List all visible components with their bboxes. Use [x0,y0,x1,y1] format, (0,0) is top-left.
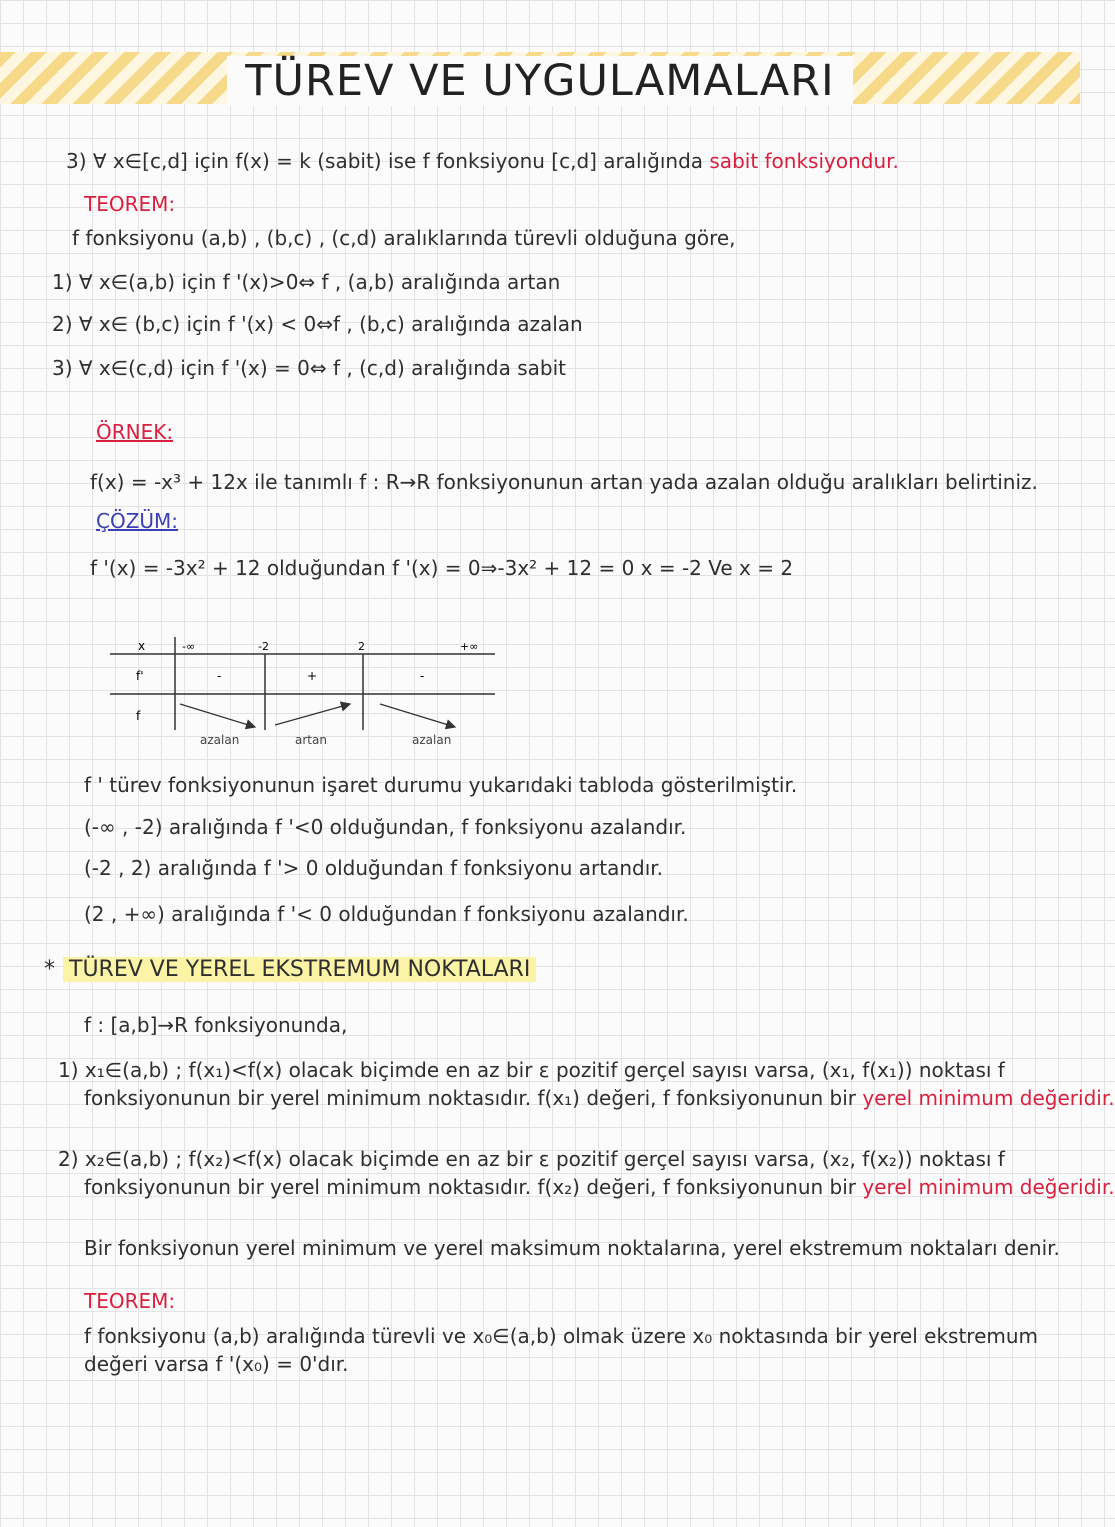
behavior-label: artan [295,733,327,747]
summary-3: (-2 , 2) aralığında f '> 0 olduğundan f fonksiyonu artandır. [84,856,664,880]
minimum-1-line-1: 1) x₁∈(a,b) ; f(x₁)<f(x) olacak biçimde en az bir ε pozitif gerçel sayısı varsa, (x₁, f(x₁)) noktası f [58,1058,1005,1082]
row-label-fprime: f' [136,669,144,683]
sign: + [307,669,318,683]
x-value: 2 [358,640,365,653]
sign: - [217,669,222,683]
cozum-heading: ÇÖZÜM: [96,509,179,533]
arrow-up [275,704,350,725]
summary-2: (-∞ , -2) aralığında f '<0 olduğundan, f fonksiyonu azalandır. [84,815,687,839]
teorem-item-3: 3) ∀ x∈(c,d) için f '(x) = 0⇔ f , (c,d) aralığında sabit [52,356,566,380]
row-label-f: f [136,709,141,723]
teorem-item-1: 1) ∀ x∈(a,b) için f '(x)>0⇔ f , (a,b) aralığında artan [52,270,561,294]
teorem-heading-2: TEOREM: [84,1289,176,1313]
row-label-x: x [138,639,146,653]
summary-4: (2 , +∞) aralığında f '< 0 olduğundan f fonksiyonu azalandır. [84,902,689,926]
sign-table [100,632,520,752]
teorem-2-line-2: değeri varsa f '(x₀) = 0'dır. [84,1352,349,1376]
star-icon: * [44,957,55,982]
teorem-1-text: f fonksiyonu (a,b) , (b,c) , (c,d) aralıklarında türevli olduğuna göre, [72,226,736,250]
teorem-heading-1: TEOREM: [84,192,176,216]
minimum-2-line-1: 2) x₂∈(a,b) ; f(x₂)<f(x) olacak biçimde en az bir ε pozitif gerçel sayısı varsa, (x₂, f(x₂)) noktası f [58,1147,1005,1171]
page-title: TÜREV VE UYGULAMALARI [0,56,1080,106]
ornek-text: f(x) = -x³ + 12x ile tanımlı f : R→R fonksiyonunun artan yada azalan olduğu aralıkları belirtiniz. [90,470,1038,494]
minimum-1-line-2: fonksiyonunun bir yerel minimum noktasıdır. f(x₁) değeri, f fonksiyonunun bir yerel minimum değeridir. [84,1086,1115,1110]
section-heading: * TÜREV VE YEREL EKSTREMUM NOKTALARI [44,957,536,983]
ornek-heading: ÖRNEK: [96,420,174,444]
minimum-2-line-2: fonksiyonunun bir yerel minimum noktasıdır. f(x₂) değeri, f fonksiyonunun bir yerel minimum değeridir. [84,1175,1115,1199]
arrow-down [180,704,255,727]
arrow-down [380,704,455,727]
x-value: -2 [258,640,269,653]
summary-1: f ' türev fonksiyonunun işaret durumu yukarıdaki tabloda gösterilmiştir. [84,773,798,797]
cozum-text: f '(x) = -3x² + 12 olduğundan f '(x) = 0⇒-3x² + 12 = 0 x = -2 Ve x = 2 [90,556,794,580]
x-value: +∞ [460,640,479,653]
ekstremum-definition: Bir fonksiyonun yerel minimum ve yerel maksimum noktalarına, yerel ekstremum noktaları denir. [84,1236,1060,1260]
sign: - [420,669,425,683]
behavior-label: azalan [412,733,452,747]
rule-3: 3) ∀ x∈[c,d] için f(x) = k (sabit) ise f fonksiyonu [c,d] aralığında sabit fonksiyondur. [66,149,899,173]
behavior-label: azalan [200,733,240,747]
x-value: -∞ [182,640,196,653]
fab-text: f : [a,b]→R fonksiyonunda, [84,1013,348,1037]
teorem-2-line-1: f fonksiyonu (a,b) aralığında türevli ve x₀∈(a,b) olmak üzere x₀ noktasında bir yerel ekstremum [84,1324,1039,1348]
teorem-item-2: 2) ∀ x∈ (b,c) için f '(x) < 0⇔f , (b,c) aralığında azalan [52,312,583,336]
